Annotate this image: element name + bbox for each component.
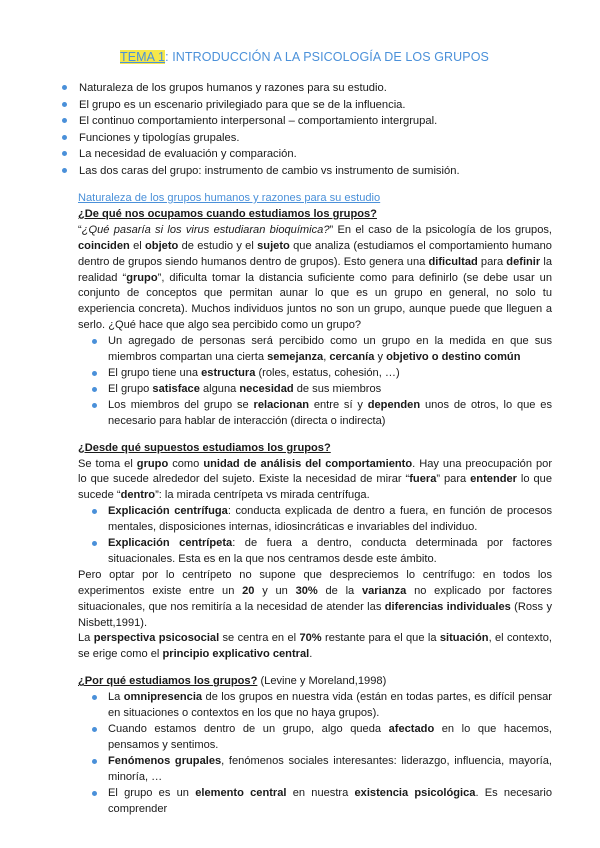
outline-item: Funciones y tipologías grupales. xyxy=(62,130,460,147)
outline-item: La necesidad de evaluación y comparación. xyxy=(62,146,460,163)
bullet-icon xyxy=(62,102,67,107)
paragraph: “¿Qué pasaría si los virus estudiaran bioquímica?” En el caso de la psicología de los grupos, coinciden el objeto de estudio y el sujeto que analiza (estudiamos el comportamiento humano dentro de grupos siendo humanos dentro de grupos). Esto genera una dificultad para definir la realidad “grupo”, dificulta tomar la distancia suficiente como para definirlo (se debe usar un conjunto de conceptos que permitan aunar lo que es un grupo en general, no solo tu experiencia concreta). Muchos individuos juntos no son un grupo, aunque puede que lleguen a serlo. ¿Qué hace que algo sea percibido como un grupo? xyxy=(78,223,553,332)
paragraph: Pero optar por lo centrípeto no supone que despreciemos lo centrífugo: en todos los experimentos existe entre un 20 y un 30% de la varianza no explicado por factores situacionales, que nos remitiría a la necesidad de atender las diferencias individuales (Ross y Nisbett,1991). xyxy=(78,568,553,629)
outline-item: Las dos caras del grupo: instrumento de cambio vs instrumento de sumisión. xyxy=(62,163,460,180)
document-body xyxy=(78,191,552,817)
bullet-icon xyxy=(92,695,97,700)
page-title xyxy=(120,50,489,64)
bullet-icon xyxy=(62,151,67,156)
section-question-line xyxy=(78,674,552,690)
outline-item: El grupo es un escenario privilegiado para que se de la influencia. xyxy=(62,97,460,114)
paragraph: Se toma el grupo como unidad de análisis del comportamiento. Hay una preocupación por lo que sucede alrededor del sujeto. Existe la necesidad de mirar “fuera” para entender lo que sucede “dentro”: la mirada centrípeta vs mirada centrífuga. xyxy=(78,457,553,502)
list-item: Fenómenos grupales, fenómenos sociales interesantes: liderazgo, influencia, mayoría, minoría, … xyxy=(108,754,552,786)
list-item: El grupo tiene una estructura (roles, estatus, cohesión, …) xyxy=(108,366,552,382)
bullet-icon xyxy=(92,403,97,408)
list-item: Los miembros del grupo se relacionan entre sí y dependen unos de otros, lo que es necesario para hablar de interacción (directa o indirecta) xyxy=(108,398,552,430)
bullet-icon xyxy=(92,387,97,392)
outline-item: El continuo comportamiento interpersonal – comportamiento intergrupal. xyxy=(62,113,460,130)
section-heading: Naturaleza de los grupos humanos y razones para su estudio xyxy=(78,192,381,204)
bullet-list xyxy=(78,504,552,568)
paragraph: La perspectiva psicosocial se centra en el 70% restante para el que la situación, el contexto, se erige como el principio explicativo central. xyxy=(78,632,553,661)
bullet-list xyxy=(78,334,552,429)
outline-item: Naturaleza de los grupos humanos y razones para su estudio. xyxy=(62,80,460,97)
title-highlight xyxy=(120,50,165,64)
bullet-icon xyxy=(92,339,97,344)
title-topic-number: TEMA 1 xyxy=(120,50,166,64)
citation: (Levine y Moreland,1998) xyxy=(257,675,387,688)
topic-outline-list xyxy=(62,80,460,180)
bullet-icon xyxy=(62,118,67,123)
section-question: ¿Desde qué supuestos estudiamos los grupos? xyxy=(78,441,331,454)
list-item: Cuando estamos dentro de un grupo, algo queda afectado en lo que hacemos, pensamos y sentimos. xyxy=(108,722,552,754)
bullet-icon xyxy=(92,371,97,376)
list-item: Explicación centrífuga: conducta explicada de dentro a fuera, en función de procesos mentales, disposiciones internas, idiosincráticas e invariables del individuo. xyxy=(108,504,552,536)
bullet-icon xyxy=(92,509,97,514)
list-item: El grupo es un elemento central en nuestra existencia psicológica. Es necesario comprender xyxy=(108,786,552,818)
bullet-icon xyxy=(62,168,67,173)
section-question: ¿De qué nos ocupamos cuando estudiamos los grupos? xyxy=(78,207,377,220)
bullet-list xyxy=(78,690,552,817)
section-question: ¿Por qué estudiamos los grupos? xyxy=(78,675,258,688)
title-text: : INTRODUCCIÓN A LA PSICOLOGÍA DE LOS GRUPOS xyxy=(165,50,489,64)
list-item: La omnipresencia de los grupos en nuestra vida (están en todas partes, es difícil pensar en situaciones o contextos en los que no haya grupos). xyxy=(108,690,552,722)
bullet-icon xyxy=(62,85,67,90)
bullet-icon xyxy=(92,727,97,732)
bullet-icon xyxy=(92,759,97,764)
list-item: Explicación centrípeta: de fuera a dentro, conducta determinada por factores situacionales. Esta es en la que nos centramos desde este ámbito. xyxy=(108,536,552,568)
list-item: El grupo satisface alguna necesidad de sus miembros xyxy=(108,382,552,398)
bullet-icon xyxy=(92,791,97,796)
bullet-icon xyxy=(92,541,97,546)
list-item: Un agregado de personas será percibido como un grupo en la medida en que sus miembros compartan una cierta semejanza, cercanía y objetivo o destino común xyxy=(108,334,552,366)
bullet-icon xyxy=(62,135,67,140)
